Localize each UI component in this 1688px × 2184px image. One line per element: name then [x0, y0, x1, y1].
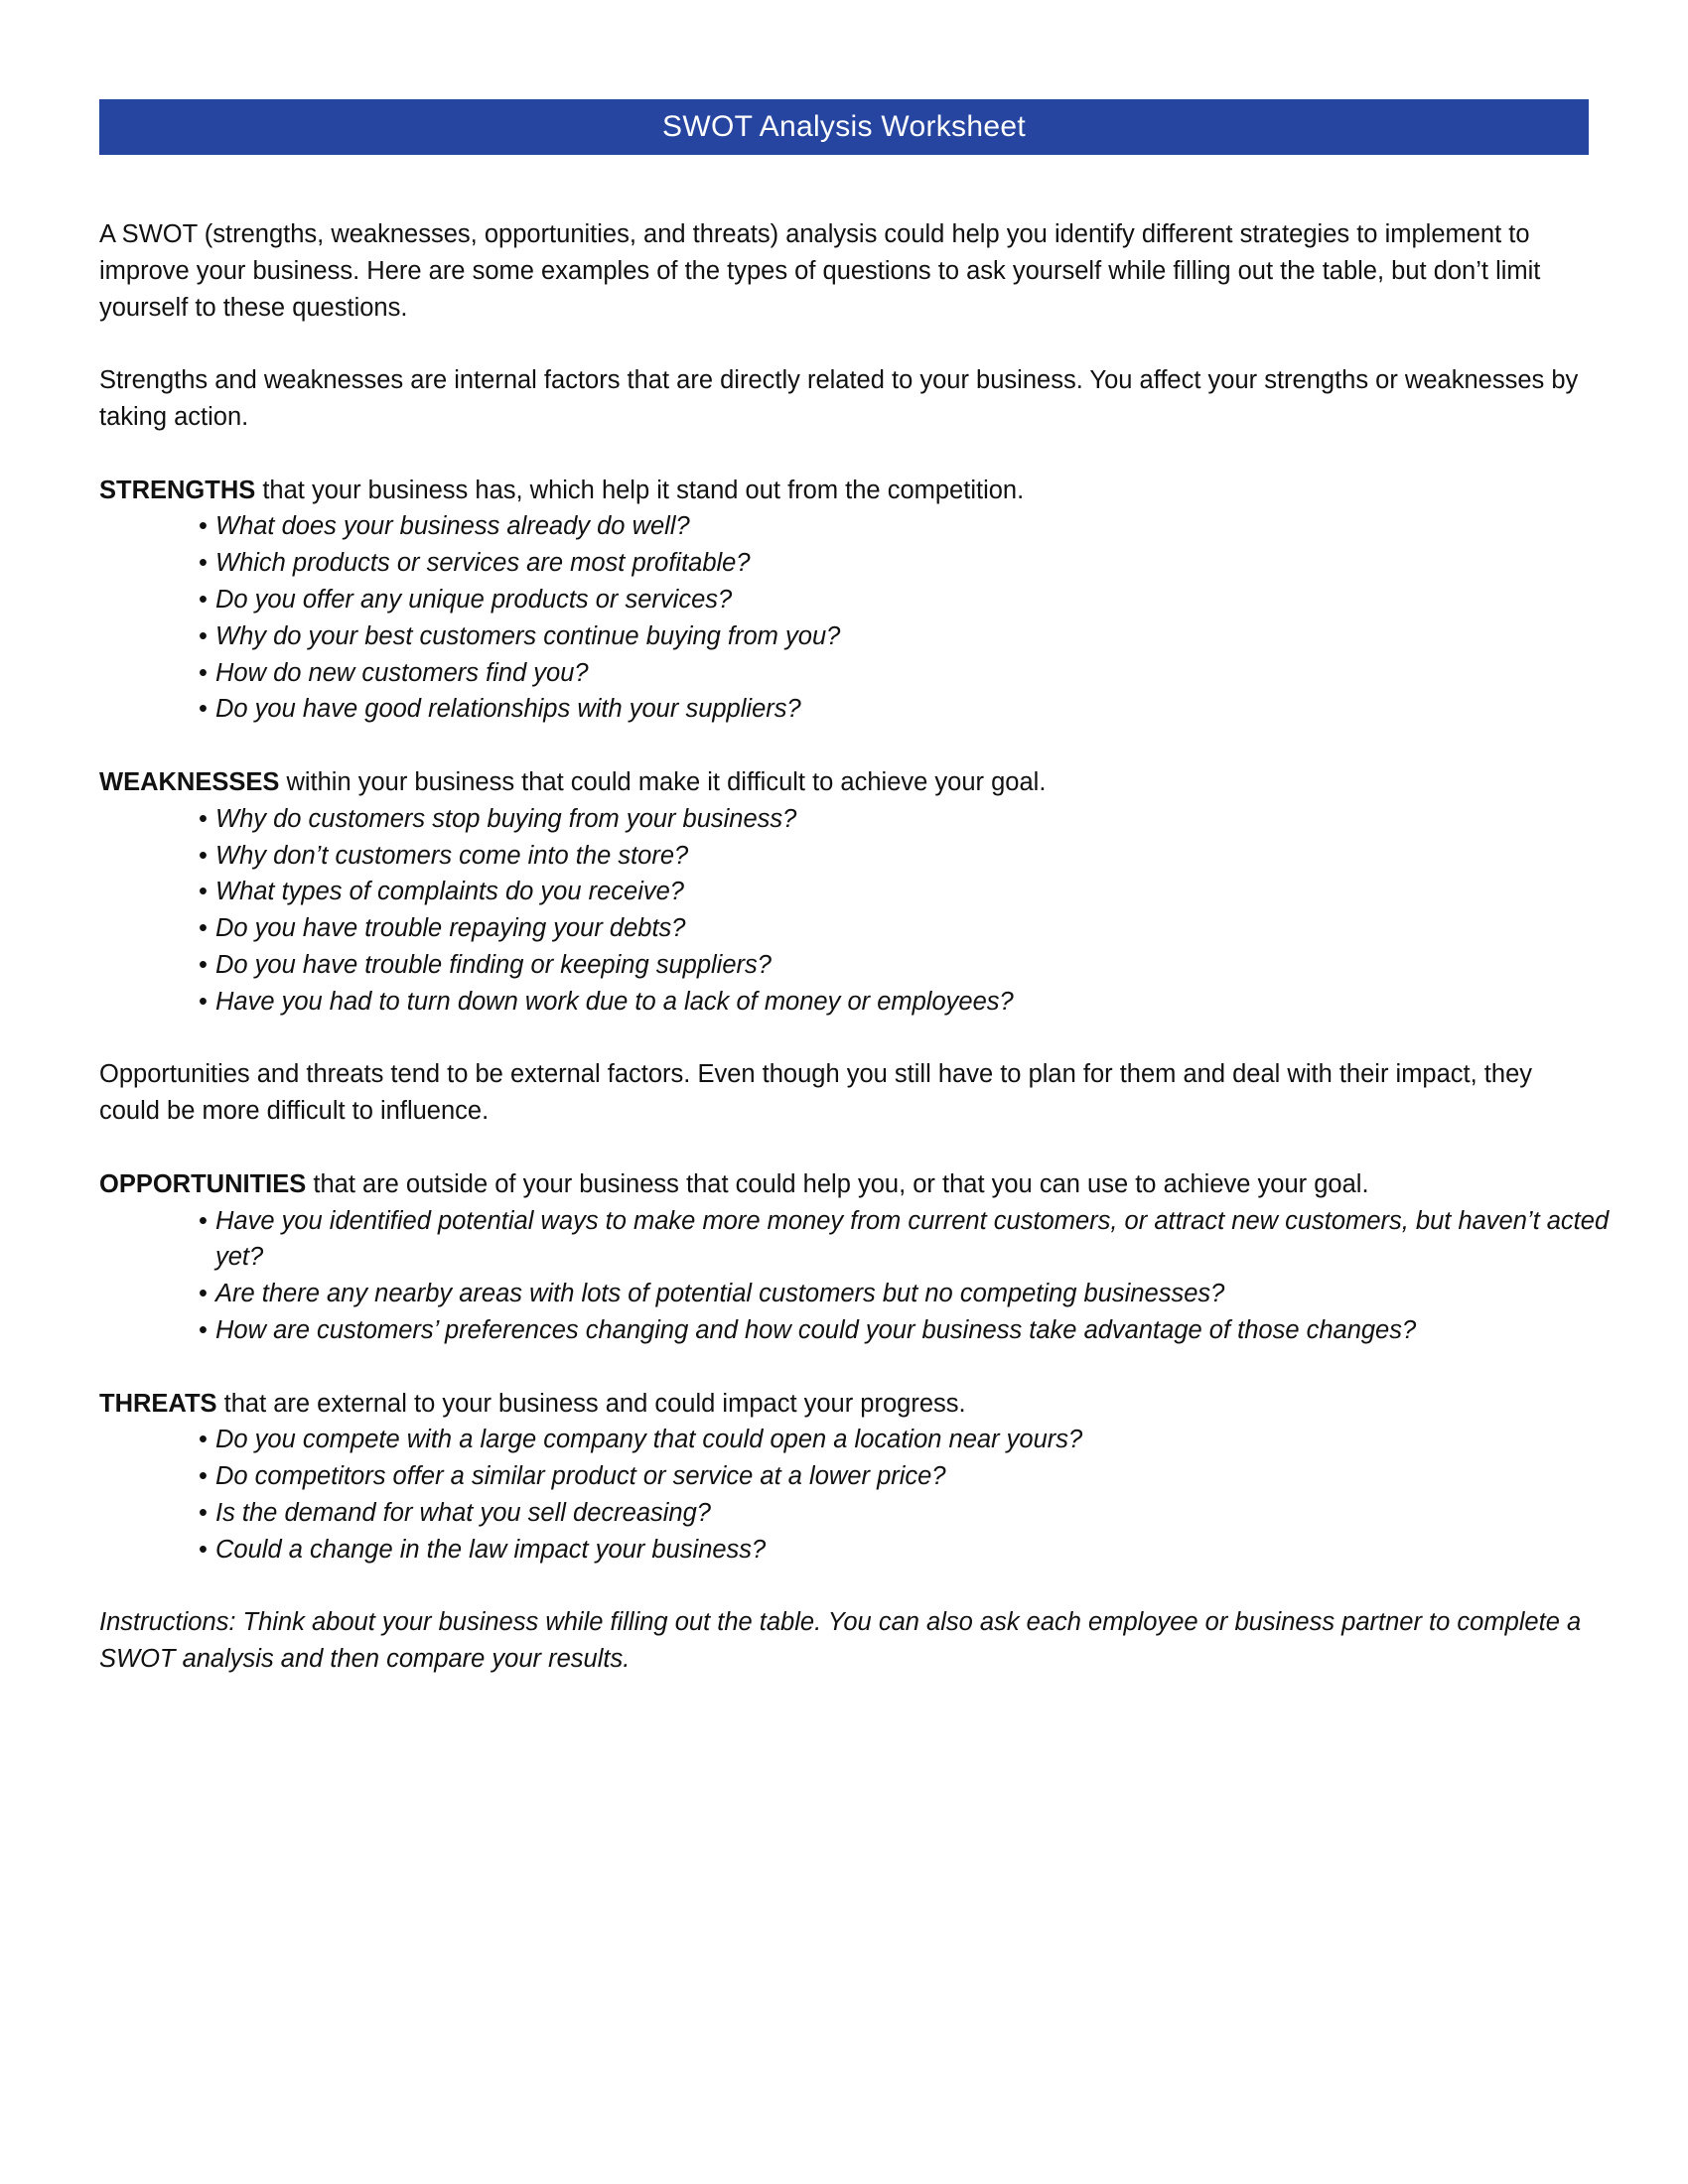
list-item [199, 874, 1614, 910]
opportunities-description: that are outside of your business that could help you, or that you can use to achieve your goal. [306, 1169, 1369, 1198]
question-text: Have you had to turn down work due to a lack of money or employees? [215, 987, 1014, 1016]
worksheet-body [99, 216, 1610, 1678]
page-title: SWOT Analysis Worksheet [662, 110, 1026, 143]
weaknesses-section [99, 764, 1589, 1021]
weaknesses-heading: WEAKNESSES [99, 767, 280, 796]
list-item [199, 984, 1614, 1021]
opportunities-question-list [99, 1203, 1614, 1349]
list-item [199, 691, 1614, 728]
strengths-heading-line [99, 473, 1589, 509]
strengths-heading: STRENGTHS [99, 476, 256, 504]
bullet-icon: • [199, 549, 208, 578]
bullet-icon: • [199, 621, 208, 650]
list-item [199, 508, 1614, 545]
question-text: How do new customers find you? [215, 658, 589, 687]
bullet-icon: • [199, 658, 208, 687]
worksheet-page [99, 99, 1610, 1678]
question-text: Do you have trouble finding or keeping suppliers? [215, 950, 772, 979]
list-item [199, 655, 1614, 692]
question-text: Do you offer any unique products or services? [215, 585, 733, 614]
opportunities-section [99, 1166, 1610, 1349]
bullet-icon: • [199, 950, 208, 979]
bullet-icon: • [199, 1206, 208, 1235]
question-text: What does your business already do well? [215, 512, 690, 541]
list-item [199, 618, 1614, 655]
question-text: Are there any nearby areas with lots of potential customers but no competing businesses? [215, 1280, 1225, 1308]
question-text: Do you have good relationships with your suppliers? [215, 695, 801, 724]
question-text: Do you compete with a large company that could open a location near yours? [215, 1426, 1083, 1454]
list-item [199, 947, 1614, 984]
bullet-icon: • [199, 1498, 208, 1527]
weaknesses-description: within your business that could make it difficult to achieve your goal. [279, 767, 1047, 796]
question-text: Have you identified potential ways to make more money from current customers, or attract new customers, but haven’t acted yet? [215, 1206, 1610, 1272]
strengths-description: that your business has, which help it stand out from the competition. [255, 476, 1025, 504]
list-item [199, 582, 1614, 618]
external-factors-paragraph: Opportunities and threats tend to be external factors. Even though you still have to plan for them and deal with their impact, they could be more difficult to influence. [99, 1060, 1533, 1126]
threats-heading: THREATS [99, 1389, 217, 1418]
question-text: Why do customers stop buying from your business? [215, 804, 797, 833]
list-item [199, 1203, 1614, 1277]
list-item [199, 1532, 1614, 1569]
threats-section [99, 1386, 1589, 1569]
strengths-question-list [99, 508, 1614, 728]
strengths-section [99, 473, 1589, 729]
bullet-icon: • [199, 1426, 208, 1454]
title-bar [99, 99, 1589, 155]
bullet-icon: • [199, 1535, 208, 1564]
bullet-icon: • [199, 878, 208, 906]
question-text: What types of complaints do you receive? [215, 878, 684, 906]
question-text: Do you have trouble repaying your debts? [215, 914, 686, 943]
question-text: Why do your best customers continue buying from you? [215, 621, 841, 650]
list-item [199, 545, 1614, 582]
bullet-icon: • [199, 841, 208, 870]
bullet-icon: • [199, 804, 208, 833]
bullet-icon: • [199, 1315, 208, 1344]
intro-paragraph: A SWOT (strengths, weaknesses, opportunities, and threats) analysis could help you identify different strategies to implement to improve your business. Here are some examples of the types of questions to ask yourself while filling out the table, but don’t limit yourself to these questions. [99, 220, 1541, 322]
bullet-icon: • [199, 585, 208, 614]
internal-factors-paragraph: Strengths and weaknesses are internal factors that are directly related to your business. You affect your strengths or weaknesses by taking action. [99, 366, 1579, 431]
bullet-icon: • [199, 695, 208, 724]
bullet-icon: • [199, 1280, 208, 1308]
list-item [199, 1458, 1614, 1495]
bullet-icon: • [199, 987, 208, 1016]
threats-description: that are external to your business and could impact your progress. [216, 1389, 966, 1418]
question-text: How are customers’ preferences changing and how could your business take advantage of those changes? [215, 1315, 1417, 1344]
bullet-icon: • [199, 1462, 208, 1491]
list-item [199, 1312, 1614, 1349]
question-text: Is the demand for what you sell decreasing? [215, 1498, 711, 1527]
instructions-paragraph: Instructions: Think about your business while filling out the table. You can also ask each employee or business partner to complete a SWOT analysis and then compare your results. [99, 1608, 1582, 1674]
threats-heading-line [99, 1386, 1589, 1423]
bullet-icon: • [199, 914, 208, 943]
question-text: Could a change in the law impact your business? [215, 1535, 767, 1564]
weaknesses-question-list [99, 801, 1614, 1021]
bullet-icon: • [199, 512, 208, 541]
question-text: Which products or services are most profitable? [215, 549, 751, 578]
list-item [199, 1276, 1614, 1312]
list-item [199, 1495, 1614, 1532]
opportunities-heading-line [99, 1166, 1589, 1203]
question-text: Why don’t customers come into the store? [215, 841, 689, 870]
list-item [199, 801, 1614, 838]
question-text: Do competitors offer a similar product or service at a lower price? [215, 1462, 946, 1491]
opportunities-heading: OPPORTUNITIES [99, 1169, 307, 1198]
list-item [199, 1422, 1614, 1458]
threats-question-list [99, 1422, 1614, 1568]
weaknesses-heading-line [99, 764, 1589, 801]
list-item [199, 910, 1614, 947]
list-item [199, 838, 1614, 875]
